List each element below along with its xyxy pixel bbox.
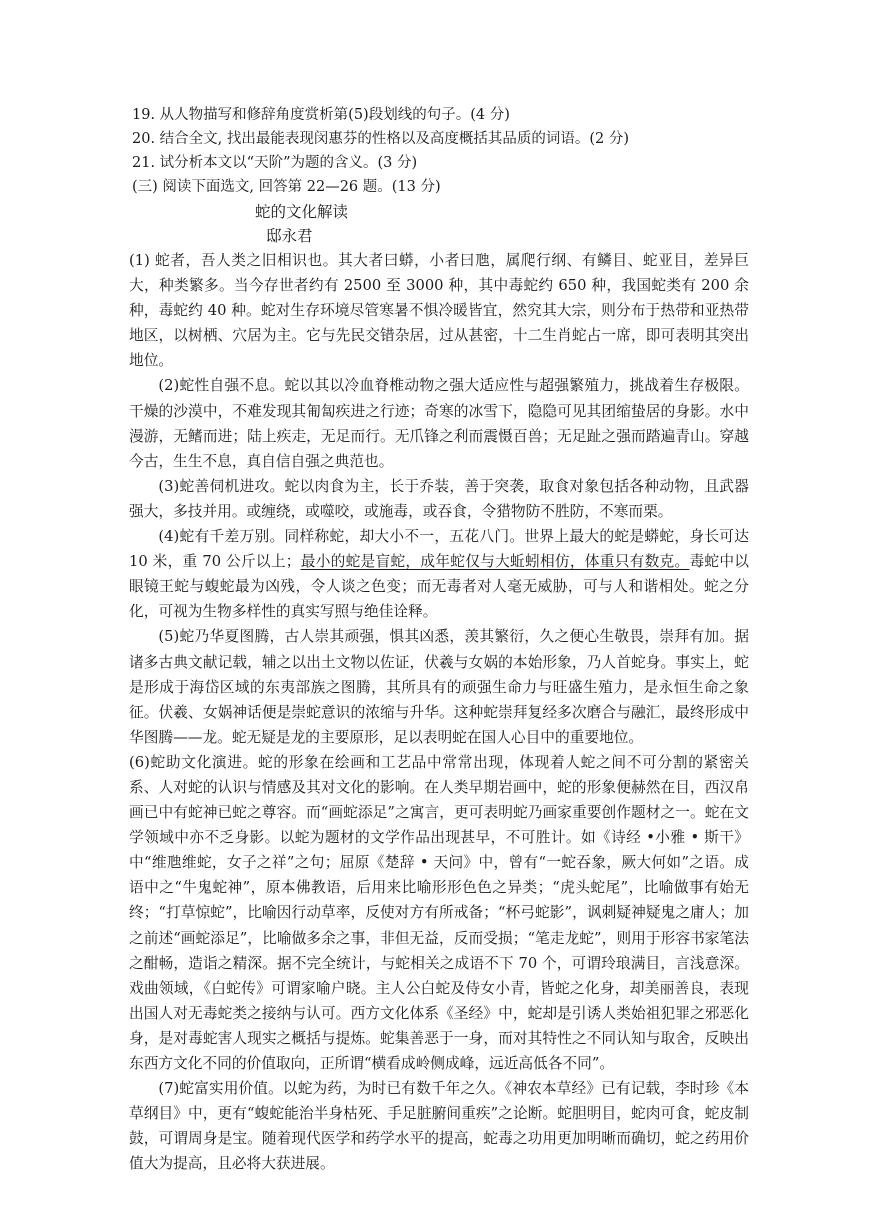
paragraph-1: (1) 蛇者，吾人类之旧相识也。其大者曰蟒，小者曰虺，属爬行纲、有鳞目、蛇亚目，差异巨大，种类繁多。当今存世者约有 2500 至 3000 种，其中毒蛇约 650 种，我国蛇类有 200 余种，毒蛇约 40 种。蛇对生存环境尽管寒暑不惧冷暖皆宜，然究其大宗，则分布于热带和亚热带地区，以树栖、穴居为主。它与先民交错杂居，过从甚密，十二生肖蛇占一席，即可表明其突出地位。	[129, 252, 749, 370]
paragraph-7: (7)蛇富实用价值。以蛇为药，为时已有数千年之久。《神农本草经》已有记载，李时珍《本草纲目》中，更有“蝮蛇能治半身枯死、手足脏腑间重疾”之论断。蛇胆明目，蛇肉可食，蛇皮制鼓，可谓周身是宝。随着现代医学和药学水平的提高，蛇毒之功用更加明晰而确切，蛇之药用价值大为提高，且必将大获进展。	[129, 1080, 749, 1173]
paragraph-3: (3)蛇善伺机进攻。蛇以肉食为主，长于乔装，善于突袭，取食对象包括各种动物，且武器强大，多技并用。或缠绕，或噬咬，或施毒，或吞食，令猎物防不胜防，不寒而栗。	[129, 477, 749, 520]
paragraph-4-start: (4)蛇有千差万别。同样称蛇，却大小不一，五花八门。世界上最大的蛇是蟒蛇，身长可达 10 米，重 70 公斤以上；	[129, 528, 749, 571]
article-author: 邸永君	[266, 227, 313, 245]
paragraph-2: (2)蛇性自强不息。蛇以其以冷血脊椎动物之强大适应性与超强繁殖力，挑战着生存极限。干燥的沙漠中，不难发现其匍匐疾进之行迹；奇寒的冰雪下，隐隐可见其团缩蛰居的身影。水中漫游，无鳍而进；陆上疾走，无足而行。无爪锋之利而震慑百兽；无足趾之强而踏遍青山。穿越今古，生生不息，真自信自强之典范也。	[129, 377, 749, 470]
paragraph-4	[129, 524, 749, 624]
article-title: 蛇的文化解读	[255, 203, 349, 221]
underlined-sentence: 最小的蛇是盲蛇，成年蛇仅与大蚯蚓相仿，体重只有数克。	[300, 553, 690, 571]
section-3-heading: (三) 阅读下面选文, 回答第 22—26 题。(13 分)	[132, 179, 441, 195]
question-20: 20. 结合全文, 找出最能表现闵惠芬的性格以及高度概括其品质的词语。(2 分)	[132, 131, 630, 147]
paragraph-5: (5)蛇乃华夏图腾，古人崇其顽强，惧其凶悉，羡其繁衍，久之便心生敬畏，崇拜有加。据诸多古典文献记载，辅之以出土文物以佐证，伏羲与女娲的本始形象，乃人首蛇身。事实上，蛇是形成于海岱区域的东夷部族之图腾，其所具有的顽强生命力与旺盛生殖力，是永恒生命之象征。伏羲、女娲神话便是崇蛇意识的浓缩与升华。这种蛇崇拜复经多次磨合与融汇，最终形成中华图腾——龙。蛇无疑是龙的主要原形，足以表明蛇在国人心目中的重要地位。	[129, 628, 749, 746]
paragraph-4-end: 毒蛇中以眼镜王蛇与蝮蛇最为凶残，令人谈之色变；而无毒者对人毫无威胁，可与人和谐相处。蛇之分化，可视为生物多样性的真实写照与绝佳诠释。	[129, 553, 749, 621]
paragraph-6: (6)蛇助文化演进。蛇的形象在绘画和工艺品中常常出现，体现着人蛇之间不可分割的紧密关系、人对蛇的认识与情感及其对文化的影响。在人类早期岩画中，蛇的形象便赫然在目，西汉帛画已中有蛇神已蛇之尊容。而“画蛇添足”之寓言，更可表明蛇乃画家重要创作题材之一。蛇在文学领域中亦不乏身影。以蛇为题材的文学作品出现甚早，不可胜计。如《诗经 •小雅 • 斯干》中“维虺维蛇，女子之祥”之句；屈原《楚辞 • 天问》中，曾有“一蛇吞象，厥大何如”之语。成语中之“牛鬼蛇神”，原本佛教语，后用来比喻形形色色之异类；“虎头蛇尾”，比喻做事有始无终；“打草惊蛇”，比喻因行动草率，反使对方有所戒备；“杯弓蛇影”，讽刺疑神疑鬼之庸人；加之前述“画蛇添足”，比喻做多余之事，非但无益，反而受损；“笔走龙蛇”，则用于形容书家笔法之酣畅，造诣之精深。据不完全统计，与蛇相关之成语不下 70 个，可谓玲琅满目，言浅意深。戏曲领域，《白蛇传》可谓家喻户晓。主人公白蛇及侍女小青，皆蛇之化身，却美丽善良，表现出国人对无毒蛇类之接纳与认可。西方文化体系《圣经》中，蛇却是引诱人类始祖犯罪之邪恶化身，是对毒蛇害人现实之概括与提炼。蛇集善恶于一身，而对其特性之不同认知与取舍，反映出东西方文化不同的价值取向，正所谓“横看成岭侧成峰，远近高低各不同”。	[129, 753, 749, 1072]
question-19: 19. 从人物描写和修辞角度赏析第(5)段划线的句子。(4 分)	[132, 107, 510, 123]
article-body	[129, 248, 749, 1176]
question-21: 21. 试分析本文以“天阶”为题的含义。(3 分)	[132, 155, 418, 171]
